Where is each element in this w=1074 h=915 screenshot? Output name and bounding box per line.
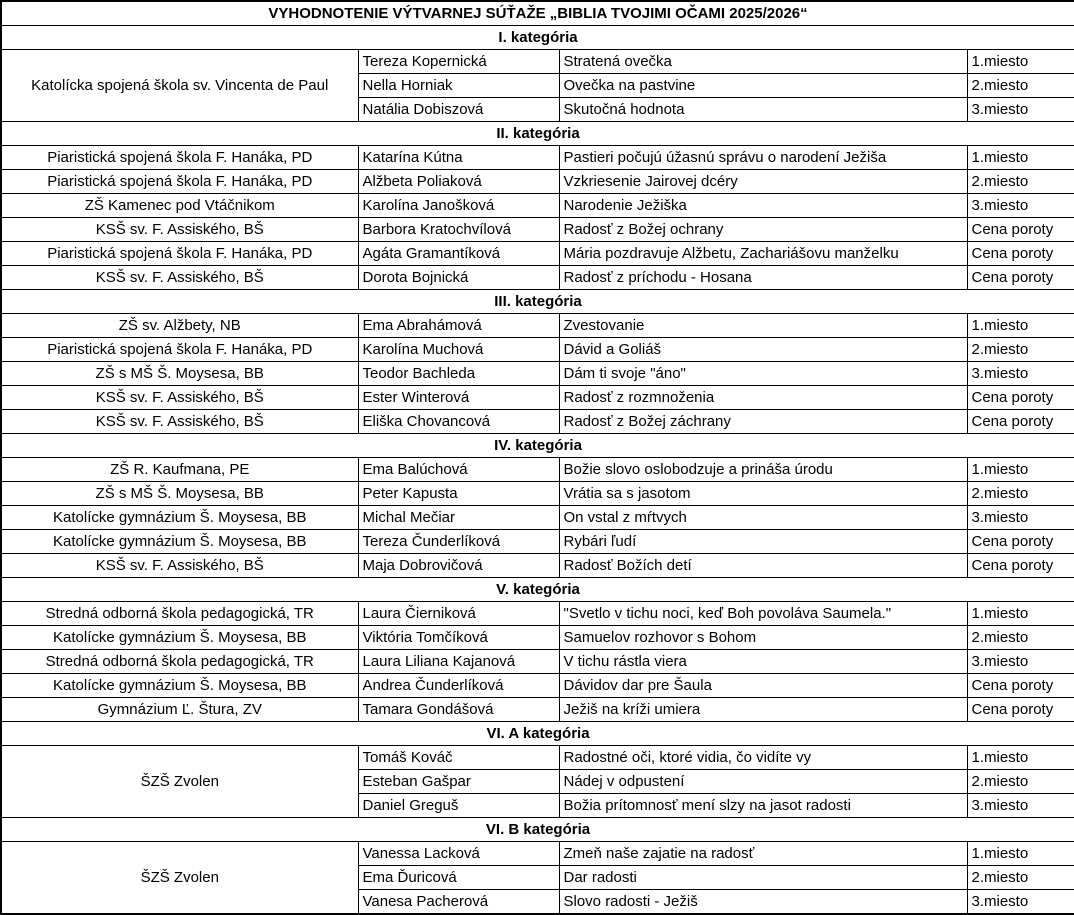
school-cell: Stredná odborná škola pedagogická, TR	[1, 650, 358, 674]
school-cell: Katolícke gymnázium Š. Moysesa, BB	[1, 626, 358, 650]
table-row	[1, 170, 1074, 194]
artwork-cell: Dar radosti	[559, 866, 967, 890]
page-title: VYHODNOTENIE VÝTVARNEJ SÚŤAŽE „BIBLIA TVOJIMI OČAMI 2025/2026“	[1, 1, 1074, 26]
award-cell: 1.miesto	[967, 146, 1074, 170]
table-row	[1, 386, 1074, 410]
category-header-row	[1, 818, 1074, 842]
category-header: V. kategória	[1, 578, 1074, 602]
artwork-cell: Nádej v odpustení	[559, 770, 967, 794]
student-cell: Natália Dobiszová	[358, 98, 559, 122]
table-row	[1, 266, 1074, 290]
school-cell: KSŠ sv. F. Assiského, BŠ	[1, 410, 358, 434]
artwork-cell: Samuelov rozhovor s Bohom	[559, 626, 967, 650]
artwork-cell: Božia prítomnosť mení slzy na jasot radosti	[559, 794, 967, 818]
category-header-row	[1, 434, 1074, 458]
award-cell: 2.miesto	[967, 866, 1074, 890]
school-cell: Gymnázium Ľ. Štura, ZV	[1, 698, 358, 722]
artwork-cell: Božie slovo oslobodzuje a prináša úrodu	[559, 458, 967, 482]
school-cell: ŠZŠ Zvolen	[1, 746, 358, 818]
student-cell: Ester Winterová	[358, 386, 559, 410]
artwork-cell: Mária pozdravuje Alžbetu, Zachariášovu manželku	[559, 242, 967, 266]
award-cell: 1.miesto	[967, 842, 1074, 866]
student-cell: Alžbeta Poliaková	[358, 170, 559, 194]
school-cell: KSŠ sv. F. Assiského, BŠ	[1, 266, 358, 290]
category-header-row	[1, 722, 1074, 746]
artwork-cell: V tichu rástla viera	[559, 650, 967, 674]
school-cell: KSŠ sv. F. Assiského, BŠ	[1, 386, 358, 410]
award-cell: Cena poroty	[967, 218, 1074, 242]
artwork-cell: Radosť z Božej záchrany	[559, 410, 967, 434]
school-cell: Piaristická spojená škola F. Hanáka, PD	[1, 146, 358, 170]
school-cell: Piaristická spojená škola F. Hanáka, PD	[1, 242, 358, 266]
table-row	[1, 746, 1074, 770]
school-cell: Piaristická spojená škola F. Hanáka, PD	[1, 338, 358, 362]
category-header: II. kategória	[1, 122, 1074, 146]
student-cell: Esteban Gašpar	[358, 770, 559, 794]
category-header-row	[1, 26, 1074, 50]
student-cell: Ema Ďuricová	[358, 866, 559, 890]
table-row	[1, 146, 1074, 170]
award-cell: Cena poroty	[967, 698, 1074, 722]
table-row	[1, 602, 1074, 626]
school-cell: ZŠ sv. Alžbety, NB	[1, 314, 358, 338]
student-cell: Peter Kapusta	[358, 482, 559, 506]
table-row	[1, 698, 1074, 722]
award-cell: 2.miesto	[967, 626, 1074, 650]
student-cell: Andrea Čunderlíková	[358, 674, 559, 698]
student-cell: Ema Balúchová	[358, 458, 559, 482]
artwork-cell: Rybári ľudí	[559, 530, 967, 554]
award-cell: 1.miesto	[967, 314, 1074, 338]
award-cell: 3.miesto	[967, 890, 1074, 915]
award-cell: 1.miesto	[967, 746, 1074, 770]
artwork-cell: Radosť z príchodu - Hosana	[559, 266, 967, 290]
school-cell: Piaristická spojená škola F. Hanáka, PD	[1, 170, 358, 194]
award-cell: 3.miesto	[967, 506, 1074, 530]
award-cell: Cena poroty	[967, 266, 1074, 290]
student-cell: Vanesa Pacherová	[358, 890, 559, 915]
student-cell: Tamara Gondášová	[358, 698, 559, 722]
artwork-cell: Dávid a Goliáš	[559, 338, 967, 362]
school-cell: ZŠ s MŠ Š. Moysesa, BB	[1, 482, 358, 506]
artwork-cell: Dávidov dar pre Šaula	[559, 674, 967, 698]
results-table-body	[1, 1, 1074, 914]
award-cell: 2.miesto	[967, 338, 1074, 362]
table-row	[1, 842, 1074, 866]
student-cell: Karolína Janošková	[358, 194, 559, 218]
table-row	[1, 338, 1074, 362]
award-cell: Cena poroty	[967, 554, 1074, 578]
award-cell: 1.miesto	[967, 458, 1074, 482]
table-row	[1, 410, 1074, 434]
table-row	[1, 626, 1074, 650]
artwork-cell: Stratená ovečka	[559, 50, 967, 74]
student-cell: Katarína Kútna	[358, 146, 559, 170]
school-cell: Katolícke gymnázium Š. Moysesa, BB	[1, 530, 358, 554]
award-cell: 3.miesto	[967, 794, 1074, 818]
artwork-cell: Radosť Božích detí	[559, 554, 967, 578]
category-header-row	[1, 578, 1074, 602]
category-header-row	[1, 290, 1074, 314]
school-cell: KSŠ sv. F. Assiského, BŠ	[1, 554, 358, 578]
student-cell: Eliška Chovancová	[358, 410, 559, 434]
table-row	[1, 674, 1074, 698]
table-row	[1, 362, 1074, 386]
artwork-cell: Narodenie Ježiška	[559, 194, 967, 218]
artwork-cell: Radostné oči, ktoré vidia, čo vidíte vy	[559, 746, 967, 770]
award-cell: 3.miesto	[967, 362, 1074, 386]
student-cell: Viktória Tomčíková	[358, 626, 559, 650]
artwork-cell: "Svetlo v tichu noci, keď Boh povoláva Saumela."	[559, 602, 967, 626]
school-cell: Katolícke gymnázium Š. Moysesa, BB	[1, 674, 358, 698]
award-cell: 3.miesto	[967, 98, 1074, 122]
table-row	[1, 530, 1074, 554]
table-row	[1, 482, 1074, 506]
table-row	[1, 194, 1074, 218]
artwork-cell: Zmeň naše zajatie na radosť	[559, 842, 967, 866]
award-cell: 2.miesto	[967, 482, 1074, 506]
artwork-cell: Skutočná hodnota	[559, 98, 967, 122]
category-header: I. kategória	[1, 26, 1074, 50]
award-cell: 3.miesto	[967, 650, 1074, 674]
student-cell: Daniel Greguš	[358, 794, 559, 818]
student-cell: Maja Dobrovičová	[358, 554, 559, 578]
student-cell: Vanessa Lacková	[358, 842, 559, 866]
artwork-cell: Zvestovanie	[559, 314, 967, 338]
award-cell: 1.miesto	[967, 50, 1074, 74]
student-cell: Tereza Čunderlíková	[358, 530, 559, 554]
table-row	[1, 314, 1074, 338]
student-cell: Nella Horniak	[358, 74, 559, 98]
artwork-cell: Ježiš na kríži umiera	[559, 698, 967, 722]
category-header: VI. A kategória	[1, 722, 1074, 746]
student-cell: Dorota Bojnická	[358, 266, 559, 290]
award-cell: Cena poroty	[967, 242, 1074, 266]
school-cell: ZŠ Kamenec pod Vtáčnikom	[1, 194, 358, 218]
category-header-row	[1, 122, 1074, 146]
artwork-cell: Ovečka na pastvine	[559, 74, 967, 98]
artwork-cell: Slovo radosti - Ježiš	[559, 890, 967, 915]
award-cell: Cena poroty	[967, 674, 1074, 698]
award-cell: 3.miesto	[967, 194, 1074, 218]
artwork-cell: Radosť z rozmnoženia	[559, 386, 967, 410]
artwork-cell: Vrátia sa s jasotom	[559, 482, 967, 506]
award-cell: 2.miesto	[967, 74, 1074, 98]
table-row	[1, 458, 1074, 482]
category-header: VI. B kategória	[1, 818, 1074, 842]
student-cell: Michal Mečiar	[358, 506, 559, 530]
award-cell: 2.miesto	[967, 170, 1074, 194]
table-row	[1, 506, 1074, 530]
student-cell: Agáta Gramantíková	[358, 242, 559, 266]
award-cell: Cena poroty	[967, 410, 1074, 434]
table-row	[1, 650, 1074, 674]
table-row	[1, 218, 1074, 242]
artwork-cell: On vstal z mŕtvych	[559, 506, 967, 530]
student-cell: Teodor Bachleda	[358, 362, 559, 386]
student-cell: Karolína Muchová	[358, 338, 559, 362]
award-cell: 2.miesto	[967, 770, 1074, 794]
student-cell: Tomáš Kováč	[358, 746, 559, 770]
student-cell: Laura Liliana Kajanová	[358, 650, 559, 674]
student-cell: Laura Čierniková	[358, 602, 559, 626]
table-row	[1, 554, 1074, 578]
school-cell: KSŠ sv. F. Assiského, BŠ	[1, 218, 358, 242]
artwork-cell: Pastieri počujú úžasnú správu o narodení Ježiša	[559, 146, 967, 170]
school-cell: Katolícka spojená škola sv. Vincenta de Paul	[1, 50, 358, 122]
table-row	[1, 242, 1074, 266]
school-cell: ŠZŠ Zvolen	[1, 842, 358, 915]
category-header: IV. kategória	[1, 434, 1074, 458]
table-row	[1, 50, 1074, 74]
school-cell: ZŠ R. Kaufmana, PE	[1, 458, 358, 482]
award-cell: Cena poroty	[967, 386, 1074, 410]
student-cell: Ema Abrahámová	[358, 314, 559, 338]
school-cell: Stredná odborná škola pedagogická, TR	[1, 602, 358, 626]
student-cell: Barbora Kratochvílová	[358, 218, 559, 242]
artwork-cell: Radosť z Božej ochrany	[559, 218, 967, 242]
award-cell: 1.miesto	[967, 602, 1074, 626]
artwork-cell: Dám ti svoje "áno"	[559, 362, 967, 386]
award-cell: Cena poroty	[967, 530, 1074, 554]
school-cell: ZŠ s MŠ Š. Moysesa, BB	[1, 362, 358, 386]
category-header: III. kategória	[1, 290, 1074, 314]
student-cell: Tereza Kopernická	[358, 50, 559, 74]
title-row	[1, 1, 1074, 26]
school-cell: Katolícke gymnázium Š. Moysesa, BB	[1, 506, 358, 530]
artwork-cell: Vzkriesenie Jairovej dcéry	[559, 170, 967, 194]
